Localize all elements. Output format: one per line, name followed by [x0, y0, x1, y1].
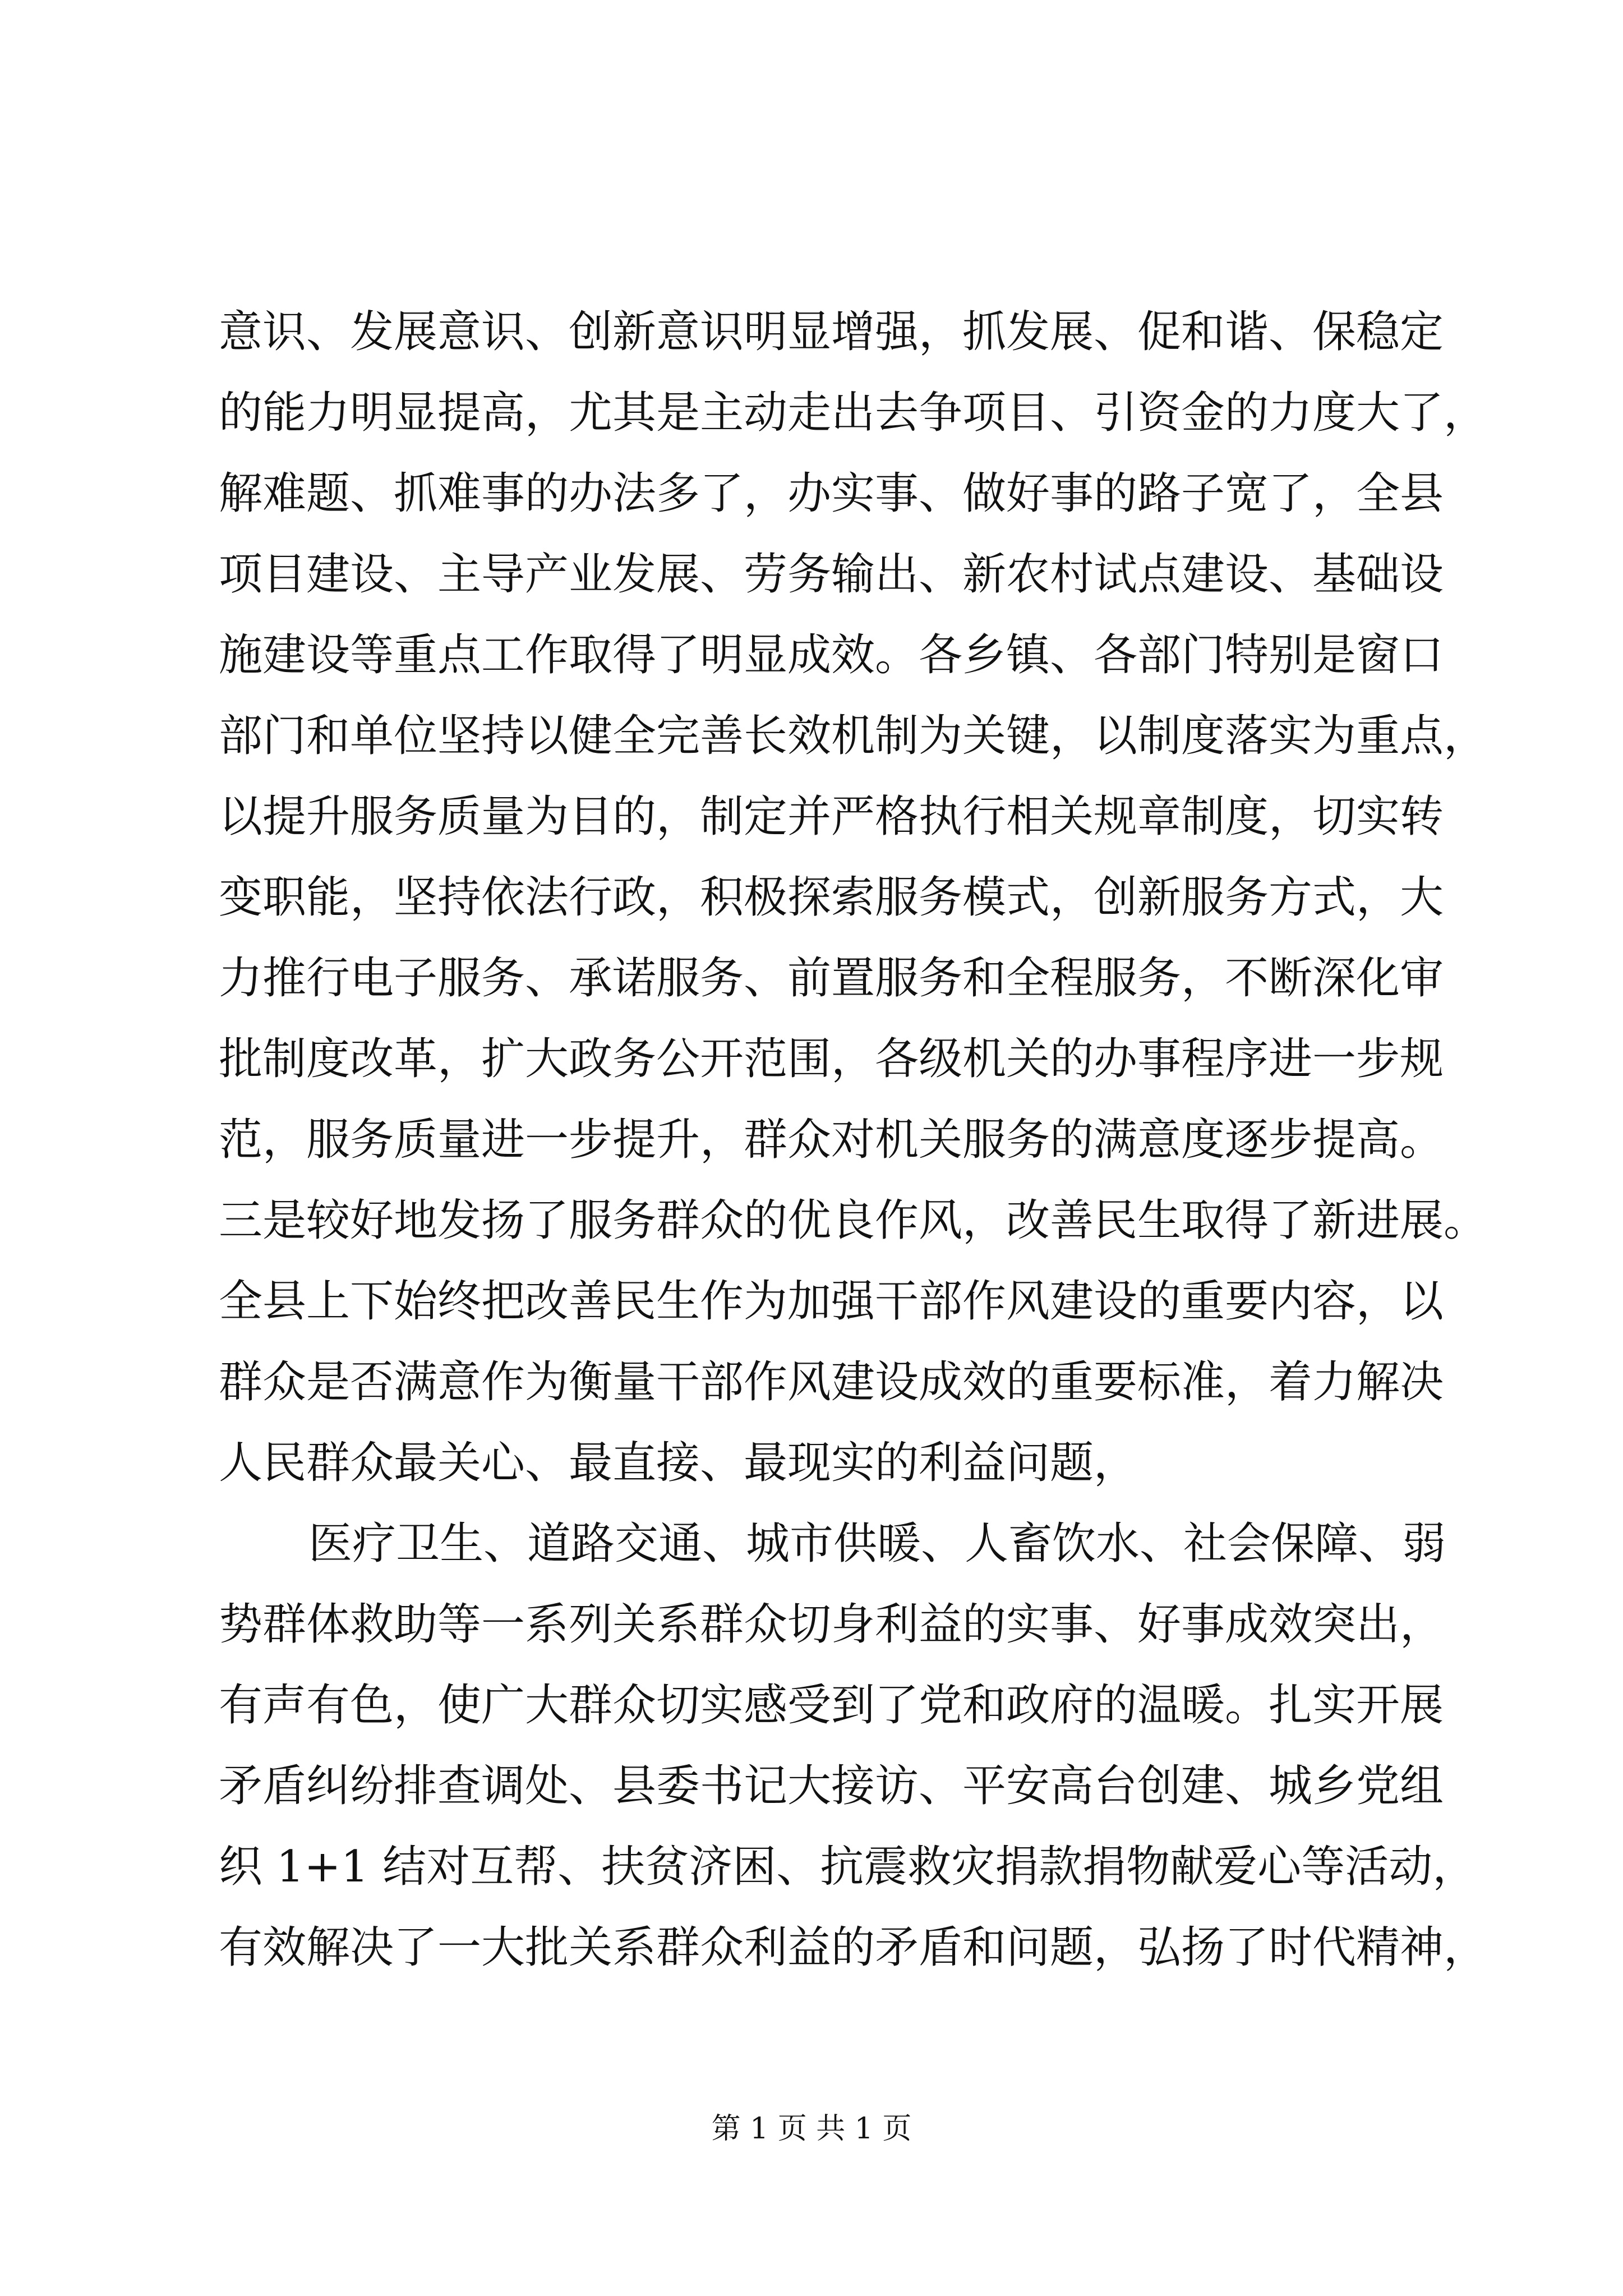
text-line: 变职能，坚持依法行政，积极探索服务模式，创新服务方式，大 — [219, 872, 1444, 923]
text-line: 力推行电子服务、承诺服务、前置服务和全程服务，不断深化审 — [219, 953, 1444, 1004]
text-line: 项目建设、主导产业发展、劳务输出、新农村试点建设、基础设 — [219, 549, 1444, 600]
text-line: 的能力明显提高，尤其是主动走出去争项目、引资金的力度大了， — [219, 388, 1488, 438]
text-line: 意识、发展意识、创新意识明显增强，抓发展、促和谐、保稳定 — [219, 307, 1444, 357]
text-line: 有效解决了一大批关系群众利益的矛盾和问题，弘扬了时代精神， — [219, 1922, 1488, 1973]
text-line: 有声有色，使广大群众切实感受到了党和政府的温暖。扎实开展 — [219, 1680, 1444, 1731]
text-line: 施建设等重点工作取得了明显成效。各乡镇、各部门特别是窗口 — [219, 630, 1444, 680]
text-line: 人民群众最关心、最直接、最现实的利益问题， — [219, 1438, 1138, 1488]
paragraph-first-line: 医疗卫生、道路交通、城市供暖、人畜饮水、社会保障、弱 — [308, 1519, 1446, 1569]
text-line: 范，服务质量进一步提升，群众对机关服务的满意度逐步提高。 — [219, 1115, 1444, 1165]
text-line: 以提升服务质量为目的，制定并严格执行相关规章制度，切实转 — [219, 792, 1444, 842]
text-line: 势群体救助等一系列关系群众切身利益的实事、好事成效突出， — [219, 1599, 1444, 1650]
text-line: 全县上下始终把改善民生作为加强干部作风建设的重要内容，以 — [219, 1276, 1444, 1327]
text-line: 织 1+1 结对互帮、扶贫济困、抗震救灾捐款捐物献爱心等活动， — [219, 1842, 1477, 1892]
document-body — [219, 292, 1488, 1988]
page-footer — [0, 2109, 1623, 2148]
text-line: 群众是否满意作为衡量干部作风建设成效的重要标准，着力解决 — [219, 1357, 1444, 1407]
text-line: 解难题、抓难事的办法多了，办实事、做好事的路子宽了，全县 — [219, 468, 1444, 519]
text-line: 三是较好地发扬了服务群众的优良作风，改善民生取得了新进展。 — [219, 1195, 1488, 1246]
text-line: 矛盾纠纷排查调处、县委书记大接访、平安高台创建、城乡党组 — [219, 1761, 1444, 1811]
text-line: 批制度改革，扩大政务公开范围，各级机关的办事程序进一步规 — [219, 1034, 1444, 1084]
text-line: 部门和单位坚持以健全完善长效机制为关键，以制度落实为重点， — [219, 711, 1488, 761]
page-number-label: 第 1 页 共 1 页 — [711, 2112, 912, 2146]
